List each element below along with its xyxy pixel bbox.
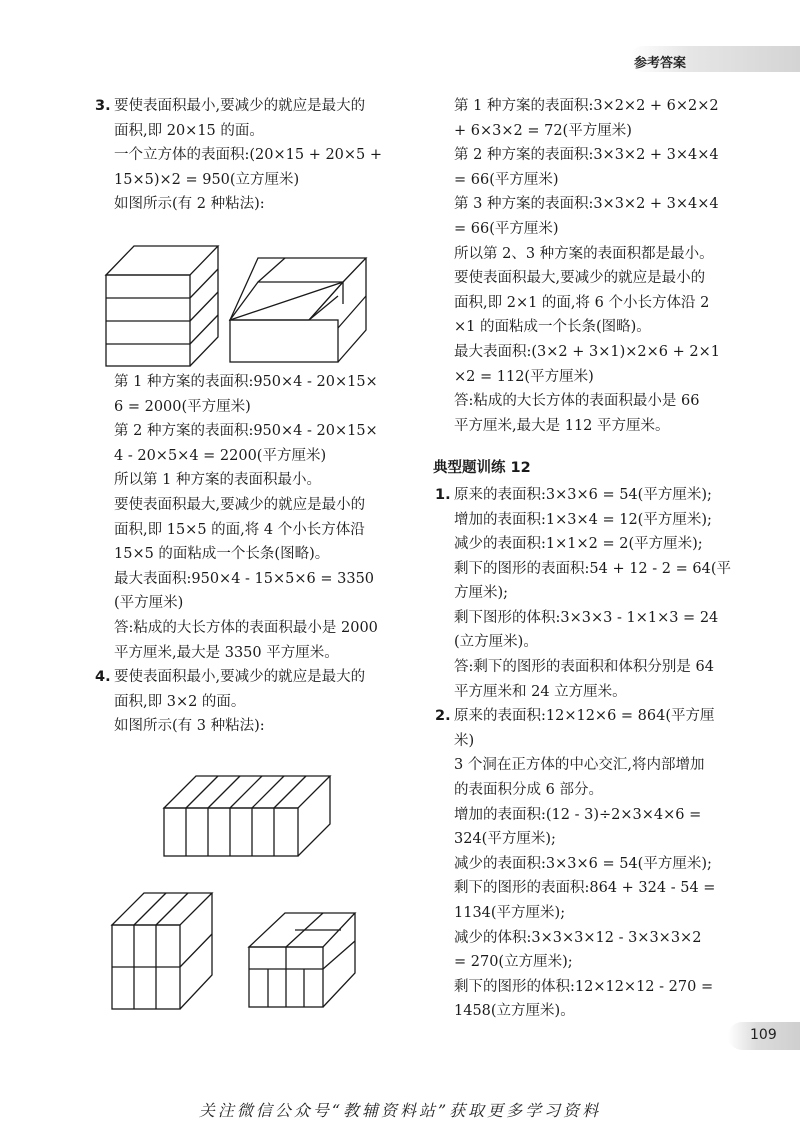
q4-cont-11: ×2 = 112(平方厘米): [454, 368, 594, 385]
q3-after-8: 最大表面积:950×4 - 15×5×6 = 3350: [114, 570, 375, 587]
q4-cont-1: + 6×3×2 = 72(平方厘米): [454, 122, 632, 139]
s1-line-3: 剩下的图形的表面积:54 + 12 - 2 = 64(平: [454, 560, 731, 577]
q3-after-2: 第 2 种方案的表面积:950×4 - 20×15×: [114, 423, 378, 440]
q3-after-9: (平方厘米): [114, 595, 184, 612]
s2-line-3: 的表面积分成 6 部分。: [454, 782, 603, 799]
q4-cont-3: = 66(平方厘米): [454, 171, 559, 188]
page-number-tab: [728, 1022, 800, 1050]
q4-cont-8: 面积,即 2×1 的面,将 6 个小长方体沿 2: [454, 294, 710, 311]
s2-line-1: 米): [454, 732, 475, 749]
q3-after-3: 4 - 20×5×4 = 2200(平方厘米): [114, 447, 327, 464]
q4-cont-13: 平方厘米,最大是 112 平方厘米。: [454, 417, 670, 434]
s2-line-10: = 270(立方厘米);: [454, 954, 573, 971]
q4-line-1: 面积,即 3×2 的面。: [114, 693, 246, 710]
q4-cont-12: 答:粘成的大长方体的表面积最小是 66: [454, 393, 700, 410]
figure-tall-stack: [108, 887, 218, 1017]
right-column: [433, 94, 733, 1024]
q3-after-5: 要使表面积最大,要减少的就应是最小的: [114, 496, 366, 513]
q4-cont-10: 最大表面积:(3×2 + 3×1)×2×6 + 2×1: [454, 343, 720, 360]
figure-six-in-row: [160, 772, 335, 862]
s2-line-8: 1134(平方厘米);: [454, 905, 566, 921]
q4-cont-0: 第 1 种方案的表面积:3×2×2 + 6×2×2: [454, 98, 719, 114]
q3-number: 3.: [95, 98, 111, 114]
q3-line-4: 如图所示(有 2 种粘法):: [114, 196, 265, 213]
s2-line-7: 剩下的图形的表面积:864 + 324 - 54 =: [454, 880, 716, 897]
q4-cont-9: ×1 的面粘成一个长条(图略)。: [454, 319, 651, 336]
footer-watermark: 关注微信公众号“教辅资料站”获取更多学习资料: [198, 1101, 602, 1120]
s2-line-9: 减少的体积:3×3×3×12 - 3×3×3×2: [454, 929, 702, 946]
s1-line-5: 剩下图形的体积:3×3×3 - 1×1×3 = 24: [454, 609, 719, 626]
s2-line-12: 1458(立方厘米)。: [454, 1003, 575, 1020]
s2-line-11: 剩下的图形的体积:12×12×12 - 270 =: [454, 978, 714, 995]
page-number: 109: [750, 1027, 777, 1043]
s1-line-1: 增加的表面积:1×3×4 = 12(平方厘米);: [454, 511, 712, 528]
q4-cont-2: 第 2 种方案的表面积:3×3×2 + 3×4×4: [454, 147, 719, 164]
q3-line-1: 面积,即 20×15 的面。: [114, 122, 264, 139]
q3-after-11: 平方厘米,最大是 3350 平方厘米。: [114, 644, 339, 661]
q3-after-1: 6 = 2000(平方厘米): [114, 398, 251, 415]
s1-line-7: 答:剩下的图形的表面积和体积分别是 64: [454, 659, 714, 676]
q3-after-10: 答:粘成的大长方体的表面积最小是 2000: [114, 619, 378, 636]
q3-after-0: 第 1 种方案的表面积:950×4 - 20×15×: [114, 373, 378, 390]
figure-two-layer-boxes: [245, 907, 360, 1012]
s1-line-2: 减少的表面积:1×1×2 = 2(平方厘米);: [454, 536, 703, 553]
q4-cont-5: = 66(平方厘米): [454, 220, 559, 237]
q3-after-6: 面积,即 15×5 的面,将 4 个小长方体沿: [114, 521, 365, 538]
s2-line-6: 减少的表面积:3×3×6 = 54(平方厘米);: [454, 855, 712, 872]
q3-line-0: 3. 要使表面积最小,要减少的就应是最大的: [93, 94, 393, 119]
s2-number: 2.: [435, 708, 451, 725]
q4-cont-4: 第 3 种方案的表面积:3×3×2 + 3×4×4: [454, 196, 719, 213]
q3-after-4: 所以第 1 种方案的表面积最小。: [114, 472, 321, 489]
s1-line-4: 方厘米);: [454, 585, 509, 602]
s2-line-2: 3 个洞在正方体的中心交汇,将内部增加: [454, 757, 705, 774]
s2-line-0: 2. 原来的表面积:12×12×6 = 864(平方厘: [433, 704, 733, 729]
s1-line-8: 平方厘米和 24 立方厘米。: [454, 683, 627, 700]
header-title: 参考答案: [634, 56, 687, 71]
s2-line-5: 324(平方厘米);: [454, 831, 556, 848]
figure-stacked-boxes: [100, 240, 230, 370]
q4-line-2: 如图所示(有 3 种粘法):: [114, 718, 265, 735]
q3-line-2: 一个立方体的表面积:(20×15 + 20×5 +: [114, 147, 383, 164]
figure-two-by-two-boxes: [226, 252, 371, 367]
s1-line-0: 1. 原来的表面积:3×3×6 = 54(平方厘米);: [433, 483, 733, 508]
q4-line-0: 4. 要使表面积最小,要减少的就应是最大的: [93, 665, 393, 690]
q4-cont-6: 所以第 2、3 种方案的表面积都是最小。: [454, 245, 714, 262]
q3-after-7: 15×5 的面粘成一个长条(图略)。: [114, 546, 330, 563]
s2-line-4: 增加的表面积:(12 - 3)÷2×3×4×6 =: [454, 806, 702, 823]
q3-line-3: 15×5)×2 = 950(立方厘米): [114, 171, 300, 188]
s1-number: 1.: [435, 486, 451, 503]
left-column: [93, 94, 393, 739]
q4-cont-7: 要使表面积最大,要减少的就应是最小的: [454, 270, 706, 287]
q4-number: 4.: [95, 669, 111, 686]
section-title: 典型题训练 12: [433, 460, 531, 477]
s1-line-6: (立方厘米)。: [454, 634, 538, 651]
